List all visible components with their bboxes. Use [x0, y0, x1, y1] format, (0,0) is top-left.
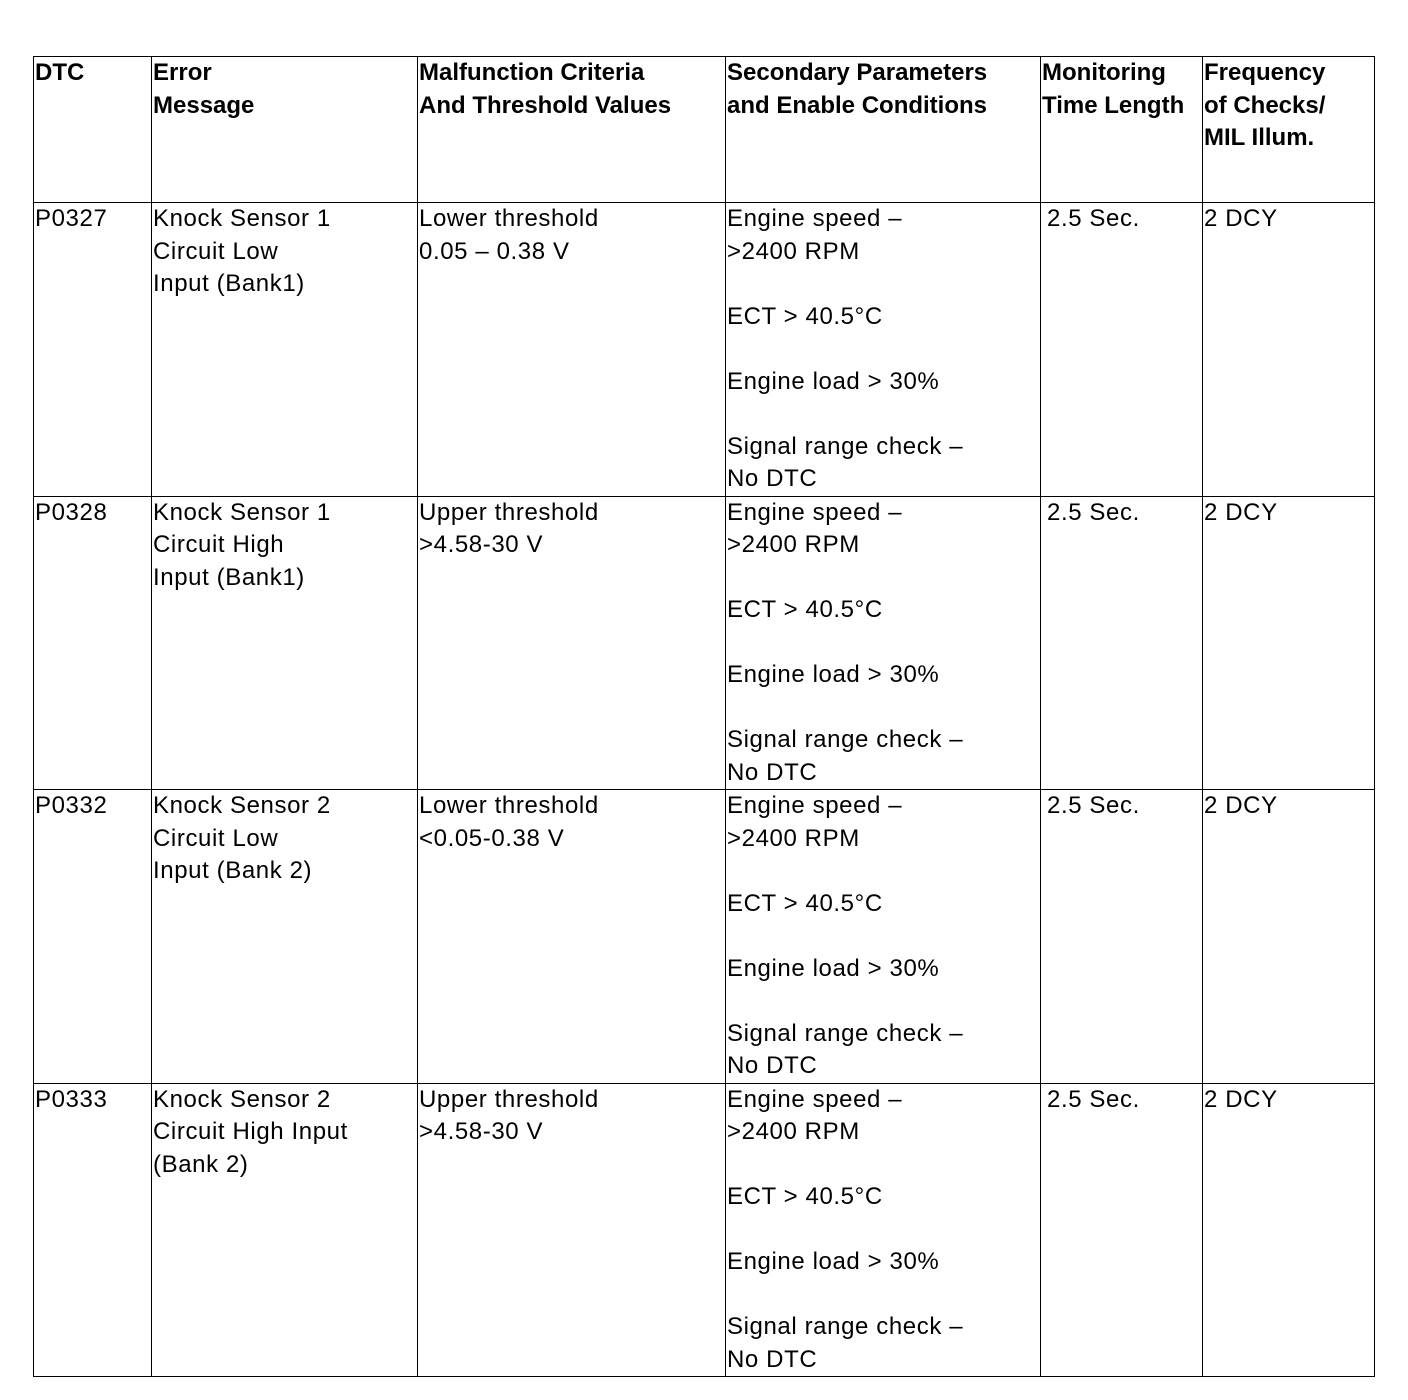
header-line: Message: [153, 91, 255, 119]
condition-spacer: [727, 398, 1040, 431]
table-row: [34, 790, 1375, 1084]
condition-line: ECT > 40.5°C: [727, 1183, 883, 1210]
error-message-line: Circuit Low: [153, 824, 279, 852]
error-message-line: Input (Bank1): [153, 563, 305, 591]
condition-line: ECT > 40.5°C: [727, 302, 883, 330]
condition-line: ECT > 40.5°C: [727, 889, 883, 917]
condition-line: No DTC: [727, 1052, 818, 1079]
dtc-code-cell: [34, 496, 152, 790]
condition-spacer: [727, 1149, 1040, 1182]
malfunction-criteria-cell: [418, 790, 726, 1084]
error-message-line: Knock Sensor 1: [153, 205, 331, 232]
condition-line: Engine load > 30%: [727, 954, 940, 982]
header-error-message: [152, 57, 418, 203]
dtc-code: P0328: [35, 498, 108, 526]
monitoring-time: 2.5 Sec.: [1047, 205, 1140, 232]
error-message-cell: [152, 203, 418, 497]
condition-line: Engine speed –: [727, 498, 903, 526]
error-message-line: Input (Bank 2): [153, 857, 313, 884]
error-message-line: Knock Sensor 2: [153, 1085, 331, 1113]
condition-line: Engine speed –: [727, 205, 903, 232]
condition-spacer: [727, 920, 1040, 953]
dtc-table: [33, 56, 1375, 1377]
condition-line: Signal range check –: [727, 432, 964, 460]
table-body: [34, 203, 1375, 1377]
frequency-value: 2 DCY: [1204, 1085, 1278, 1113]
table-row: [34, 496, 1375, 790]
error-message-line: Input (Bank1): [153, 270, 305, 297]
header-line: And Threshold Values: [419, 91, 672, 119]
condition-line: >2400 RPM: [727, 1118, 860, 1145]
criteria-line: Upper threshold: [419, 498, 599, 526]
header-frequency: [1203, 57, 1375, 203]
condition-line: No DTC: [727, 465, 818, 492]
malfunction-criteria-cell: [418, 1083, 726, 1377]
header-line: Malfunction Criteria: [419, 59, 645, 86]
header-line: MIL Illum.: [1204, 124, 1315, 151]
header-secondary-parameters: [726, 57, 1041, 203]
header-line: DTC: [35, 59, 85, 86]
condition-line: Engine load > 30%: [727, 1248, 940, 1275]
criteria-line: 0.05 – 0.38 V: [419, 237, 570, 265]
condition-line: Signal range check –: [727, 1019, 964, 1047]
condition-line: Engine speed –: [727, 1085, 903, 1113]
header-malfunction-criteria: [418, 57, 726, 203]
error-message-line: Circuit Low: [153, 237, 279, 265]
table-row: [34, 203, 1375, 497]
criteria-line: >4.58-30 V: [419, 1118, 544, 1145]
condition-line: >2400 RPM: [727, 531, 860, 558]
monitoring-time: 2.5 Sec.: [1047, 1085, 1140, 1113]
frequency-value: 2 DCY: [1204, 205, 1278, 232]
monitoring-time-cell: [1041, 203, 1203, 497]
condition-line: Engine load > 30%: [727, 661, 940, 688]
error-message-cell: [152, 790, 418, 1084]
frequency-cell: [1203, 203, 1375, 497]
monitoring-time: 2.5 Sec.: [1047, 792, 1140, 819]
frequency-cell: [1203, 496, 1375, 790]
malfunction-criteria-cell: [418, 203, 726, 497]
condition-spacer: [727, 985, 1040, 1018]
error-message-line: Circuit High: [153, 531, 285, 558]
error-message-line: (Bank 2): [153, 1150, 249, 1178]
enable-conditions-cell: [726, 1083, 1041, 1377]
table-row: [34, 1083, 1375, 1377]
header-line: Secondary Parameters: [727, 59, 988, 86]
condition-line: No DTC: [727, 1345, 818, 1373]
enable-conditions-cell: [726, 790, 1041, 1084]
condition-spacer: [727, 562, 1040, 595]
enable-conditions-cell: [726, 496, 1041, 790]
error-message-line: Knock Sensor 2: [153, 792, 331, 819]
monitoring-time: 2.5 Sec.: [1047, 498, 1140, 526]
dtc-code-cell: [34, 790, 152, 1084]
header-line: Monitoring: [1042, 59, 1166, 86]
monitoring-time-cell: [1041, 790, 1203, 1084]
table-header: [34, 57, 1375, 203]
dtc-code-cell: [34, 203, 152, 497]
criteria-line: >4.58-30 V: [419, 531, 544, 558]
condition-line: Engine speed –: [727, 792, 903, 819]
dtc-code: P0327: [35, 205, 108, 232]
frequency-value: 2 DCY: [1204, 792, 1278, 819]
condition-line: Signal range check –: [727, 726, 964, 753]
criteria-line: Upper threshold: [419, 1085, 599, 1113]
error-message-cell: [152, 1083, 418, 1377]
criteria-line: Lower threshold: [419, 792, 599, 819]
frequency-cell: [1203, 790, 1375, 1084]
header-line: Time Length: [1042, 91, 1185, 119]
monitoring-time-cell: [1041, 496, 1203, 790]
frequency-cell: [1203, 1083, 1375, 1377]
header-line: Error: [153, 59, 212, 86]
frequency-value: 2 DCY: [1204, 498, 1278, 526]
header-monitoring-time: [1041, 57, 1203, 203]
condition-spacer: [727, 333, 1040, 366]
header-line: and Enable Conditions: [727, 91, 988, 119]
condition-spacer: [727, 627, 1040, 660]
header-line: of Checks/: [1204, 91, 1326, 119]
criteria-line: Lower threshold: [419, 205, 599, 232]
condition-line: No DTC: [727, 758, 818, 786]
criteria-line: <0.05-0.38 V: [419, 824, 565, 852]
malfunction-criteria-cell: [418, 496, 726, 790]
dtc-code: P0333: [35, 1085, 108, 1113]
header-row: [34, 57, 1375, 203]
condition-line: ECT > 40.5°C: [727, 596, 883, 623]
dtc-code: P0332: [35, 792, 108, 819]
condition-line: >2400 RPM: [727, 237, 860, 265]
header-dtc: [34, 57, 152, 203]
error-message-line: Knock Sensor 1: [153, 498, 331, 526]
error-message-line: Circuit High Input: [153, 1118, 348, 1145]
condition-spacer: [727, 692, 1040, 725]
enable-conditions-cell: [726, 203, 1041, 497]
condition-line: >2400 RPM: [727, 824, 860, 852]
condition-line: Engine load > 30%: [727, 367, 940, 395]
dtc-code-cell: [34, 1083, 152, 1377]
error-message-cell: [152, 496, 418, 790]
monitoring-time-cell: [1041, 1083, 1203, 1377]
condition-spacer: [727, 1214, 1040, 1247]
condition-line: Signal range check –: [727, 1313, 964, 1340]
condition-spacer: [727, 268, 1040, 301]
condition-spacer: [727, 855, 1040, 888]
condition-spacer: [727, 1279, 1040, 1312]
header-line: Frequency: [1204, 59, 1326, 86]
